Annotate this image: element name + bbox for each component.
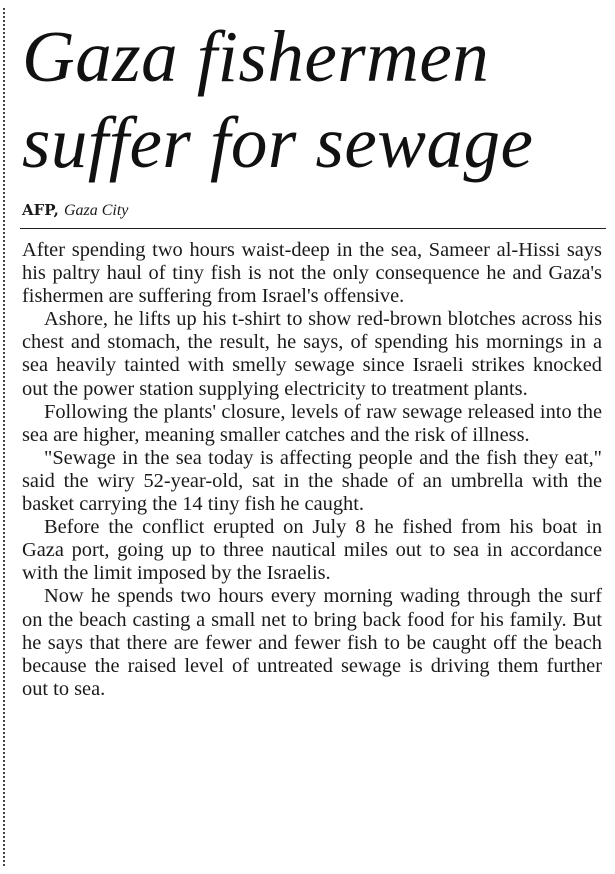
headline-line-1: Gaza fishermen	[22, 16, 490, 97]
dateline-place: Gaza City	[63, 202, 129, 219]
byline-divider	[20, 228, 606, 229]
paragraph-1: After spending two hours waist-deep in the sea, Sameer al-Hissi says his paltry haul of tiny fish is not the only consequence he and Gaza's fishermen are suffering from Israel's offensive.	[22, 239, 602, 308]
article-body	[22, 239, 602, 701]
news-article	[22, 0, 604, 701]
headline-line-2: suffer for sewage	[22, 102, 534, 183]
headline	[22, 14, 604, 186]
paragraph-5: Before the conflict erupted on July 8 he fished from his boat in Gaza port, going up to three nautical miles out to sea in accordance with the limit imposed by the Israelis.	[22, 516, 602, 585]
dateline	[22, 200, 604, 221]
column-dotted-border	[3, 8, 5, 866]
paragraph-4: "Sewage in the sea today is affecting people and the fish they eat," said the wiry 52-year-old, sat in the shade of an umbrella with the basket carrying the 14 tiny fish he caught.	[22, 446, 602, 516]
paragraph-6: Now he spends two hours every morning wading through the surf on the beach casting a small net to bring back food for his family. But he says that there are fewer and fewer fish to be caught off the beach because the raised level of untreated sewage is driving them further out to sea.	[22, 585, 602, 700]
paragraph-2: Ashore, he lifts up his t-shirt to show red-brown blotches across his chest and stomach, the result, he says, of spending his mornings in a sea heavily tainted with smelly sewage since Israeli strikes knocked out the power station supplying electricity to treatment plants.	[22, 308, 602, 400]
news-source: AFP,	[22, 201, 59, 219]
paragraph-3: Following the plants' closure, levels of raw sewage released into the sea are higher, meaning smaller catches and the risk of illness.	[22, 400, 602, 446]
